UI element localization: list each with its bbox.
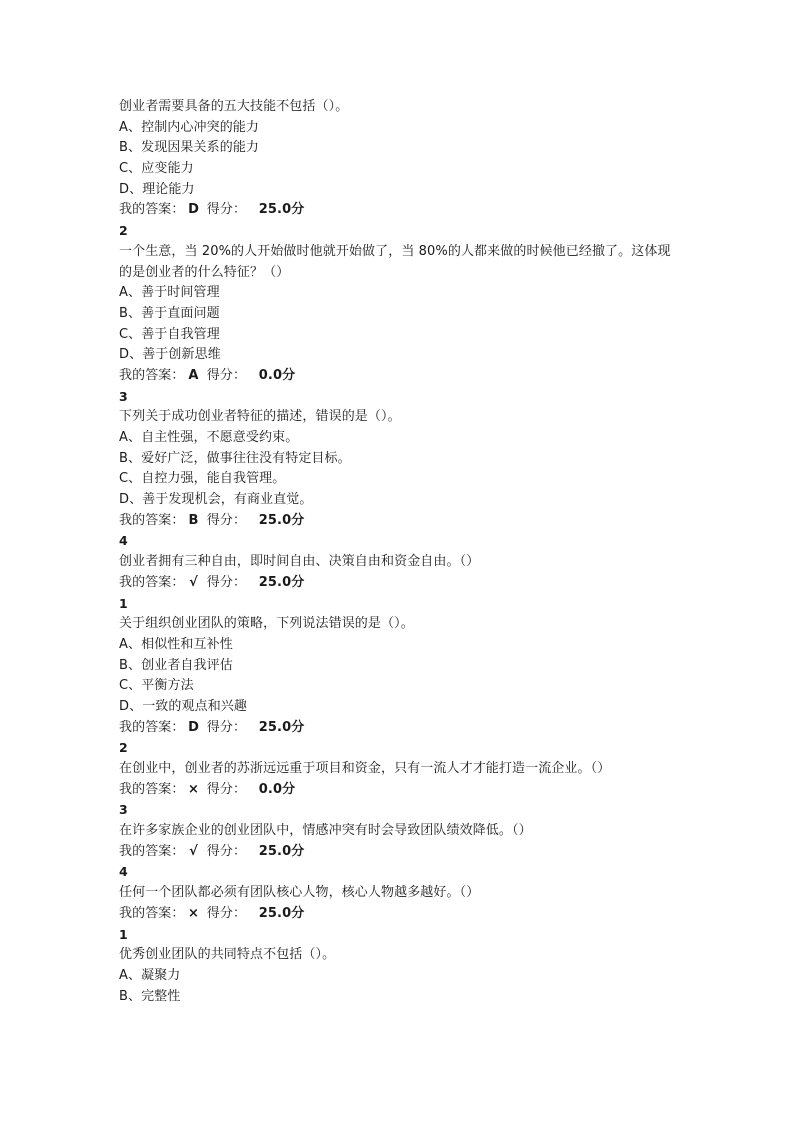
- answer-option: D、理论能力: [119, 181, 195, 197]
- my-answer-value: A: [188, 367, 199, 383]
- answer-option: D、一致的观点和兴趣: [119, 698, 248, 714]
- question-number: 1: [119, 926, 128, 942]
- my-answer-value: D: [188, 719, 199, 735]
- answer-option: C、平衡方法: [119, 678, 194, 694]
- my-answer-label: 我的答案：: [119, 367, 185, 383]
- score-label: 得分：: [206, 574, 247, 590]
- question-text: 创业者拥有三种自由，即时间自由、决策自由和资金自由。（）: [119, 554, 480, 570]
- score-label: 得分：: [206, 781, 247, 797]
- question-number: 1: [119, 595, 128, 611]
- score-value: 25.0分: [258, 843, 305, 859]
- answer-option: A、控制内心冲突的能力: [119, 119, 259, 135]
- my-answer-row: [119, 904, 679, 925]
- score-value: 0.0分: [258, 367, 296, 383]
- score-value: 25.0分: [258, 512, 305, 528]
- my-answer-label: 我的答案：: [119, 202, 185, 218]
- question-number: 2: [119, 740, 128, 756]
- answer-option: C、善于自我管理: [119, 326, 220, 342]
- answer-option: A、自主性强，不愿意受约束。: [119, 430, 299, 446]
- answer-option: A、相似性和互补性: [119, 636, 233, 652]
- question-text: 在许多家族企业的创业团队中，情感冲突有时会导致团队绩效降低。（）: [119, 823, 532, 839]
- my-answer-row: [119, 718, 679, 739]
- score-label: 得分：: [206, 843, 247, 859]
- score-value: 25.0分: [258, 574, 305, 590]
- my-answer-value: D: [188, 202, 199, 218]
- question-text: 关于组织创业团队的策略，下列说法错误的是（）。: [119, 616, 414, 632]
- my-answer-value: B: [188, 512, 199, 528]
- question-number: 3: [119, 802, 128, 818]
- my-answer-value: ×: [188, 905, 200, 921]
- question-number: 4: [119, 533, 128, 549]
- answer-option: C、应变能力: [119, 161, 194, 177]
- my-answer-row: [119, 842, 679, 863]
- question-text: 优秀创业团队的共同特点不包括（）。: [119, 947, 336, 963]
- my-answer-value: ×: [188, 781, 200, 797]
- my-answer-value: √: [189, 843, 198, 859]
- my-answer-label: 我的答案：: [119, 574, 185, 590]
- answer-option: B、创业者自我评估: [119, 657, 233, 673]
- my-answer-label: 我的答案：: [119, 843, 185, 859]
- my-answer-row: [119, 573, 679, 594]
- my-answer-label: 我的答案：: [119, 512, 185, 528]
- my-answer-label: 我的答案：: [119, 905, 185, 921]
- my-answer-value: √: [189, 574, 198, 590]
- score-value: 0.0分: [258, 781, 296, 797]
- score-label: 得分：: [206, 512, 247, 528]
- score-label: 得分：: [206, 202, 247, 218]
- answer-option: C、自控力强，能自我管理。: [119, 471, 286, 487]
- my-answer-row: [119, 200, 679, 221]
- score-label: 得分：: [206, 905, 247, 921]
- answer-option: D、善于发现机会，有商业直觉。: [119, 492, 313, 508]
- score-value: 25.0分: [258, 719, 305, 735]
- answer-option: A、凝聚力: [119, 967, 181, 983]
- question-text: 在创业中，创业者的苏浙远远重于项目和资金，只有一流人才才能打造一流企业。（）: [119, 761, 611, 777]
- question-text: 一个生意，当 20%的人开始做时他就开始做了，当 80%的人都来做的时候他已经撤了。这体现的是创业者的什么特征？（）: [119, 243, 671, 280]
- question-number: 4: [119, 864, 128, 880]
- answer-option: D、善于创新思维: [119, 347, 221, 363]
- my-answer-row: [119, 366, 679, 387]
- answer-option: B、爱好广泛，做事往往没有特定目标。: [119, 450, 351, 466]
- question-text: 下列关于成功创业者特征的描述，错误的是（）。: [119, 409, 401, 425]
- score-value: 25.0分: [258, 905, 305, 921]
- quiz-content: [119, 97, 679, 1007]
- question-number: 3: [119, 388, 128, 404]
- my-answer-row: [119, 511, 679, 532]
- answer-option: B、完整性: [119, 988, 181, 1004]
- answer-option: A、善于时间管理: [119, 285, 220, 301]
- my-answer-label: 我的答案：: [119, 781, 185, 797]
- question-text: 创业者需要具备的五大技能不包括（）。: [119, 99, 349, 114]
- question-number: 2: [119, 223, 128, 239]
- score-label: 得分：: [206, 719, 247, 735]
- my-answer-row: [119, 780, 679, 801]
- answer-option: B、发现因果关系的能力: [119, 140, 260, 156]
- question-text: 任何一个团队都必须有团队核心人物，核心人物越多越好。（）: [119, 885, 480, 901]
- score-label: 得分：: [206, 367, 247, 383]
- answer-option: B、善于直面问题: [119, 305, 220, 321]
- score-value: 25.0分: [258, 202, 305, 218]
- my-answer-label: 我的答案：: [119, 719, 185, 735]
